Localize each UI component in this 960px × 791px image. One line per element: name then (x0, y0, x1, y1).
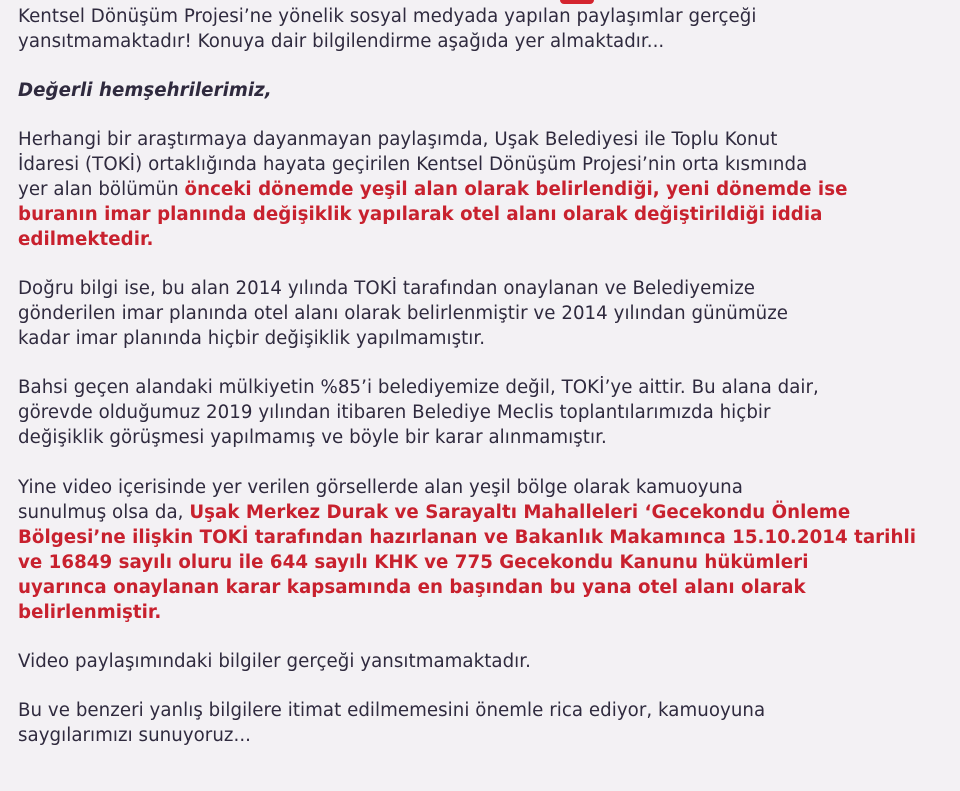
ownership-paragraph (18, 375, 940, 450)
claim-highlight-line-4: buranın imar planında değişiklik yapılarak otel alanı olarak değiştirildiği iddia (18, 204, 823, 225)
claim-line-3-plain: yer alan bölümün (18, 179, 185, 200)
closing-paragraph (18, 698, 940, 748)
video-highlight-line-3: Bölgesi’ne ilişkin TOKİ tarafından hazırlanan ve Bakanlık Makamınca 15.10.2014 tarihli (18, 527, 917, 548)
video-line-2-plain: sunulmuş olsa da, (18, 502, 190, 523)
claim-line-1: Herhangi bir araştırmaya dayanmayan paylaşımda, Uşak Belediyesi ile Toplu Konut (18, 129, 778, 150)
claim-paragraph (18, 127, 940, 252)
intro-line-1: Kentsel Dönüşüm Projesi’ne yönelik sosyal medyada yapılan paylaşımlar gerçeği (18, 6, 757, 27)
conclusion-paragraph: Video paylaşımındaki bilgiler gerçeği yansıtmamaktadır. (18, 651, 531, 672)
video-highlight-line-5: uyarınca onaylanan karar kapsamında en başından bu yana otel alanı olarak (18, 577, 806, 598)
video-highlight-start: Uşak Merkez Durak ve Sarayaltı Mahalleleri ‘Gecekondu Önleme (189, 502, 851, 523)
video-highlight-line-4: ve 16849 sayılı oluru ile 644 sayılı KHK ve 775 Gecekondu Kanunu hükümleri (18, 552, 809, 573)
truth-line-1: Doğru bilgi ise, bu alan 2014 yılında TOKİ tarafından onaylanan ve Belediyemize (18, 278, 756, 299)
claim-highlight-line-5: edilmektedir. (18, 229, 154, 250)
video-paragraph (18, 475, 940, 625)
claim-line-3 (18, 177, 940, 202)
intro-paragraph (18, 4, 940, 54)
truth-line-3: kadar imar planında hiçbir değişiklik yapılmamıştır. (18, 328, 486, 349)
ownership-line-2: görevde olduğumuz 2019 yılından itibaren Belediye Meclis toplantılarımızda hiçbir (18, 402, 771, 423)
video-highlight-line-6: belirlenmiştir. (18, 602, 162, 623)
closing-line-2: saygılarımızı sunuyoruz... (18, 725, 252, 746)
salutation: Değerli hemşehrilerimiz, (18, 80, 272, 101)
top-red-accent (560, 0, 594, 4)
truth-paragraph (18, 276, 940, 351)
truth-line-2: gönderilen imar planında otel alanı olarak belirlenmiştir ve 2014 yılından günümüze (18, 303, 789, 324)
intro-line-2: yansıtmamaktadır! Konuya dair bilgilendirme aşağıda yer almaktadır... (18, 31, 665, 52)
ownership-line-1: Bahsi geçen alandaki mülkiyetin %85’i belediyemize değil, TOKİ’ye aittir. Bu alana dair, (18, 377, 819, 398)
video-line-2 (18, 500, 940, 525)
claim-highlight-start: önceki dönemde yeşil alan olarak belirlendiği, yeni dönemde ise (184, 179, 848, 200)
closing-line-1: Bu ve benzeri yanlış bilgilere itimat edilmemesini önemle rica ediyor, kamuoyuna (18, 700, 766, 721)
ownership-line-3: değişiklik görüşmesi yapılmamış ve böyle bir karar alınmamıştır. (18, 427, 607, 448)
claim-line-2: İdaresi (TOKİ) ortaklığında hayata geçirilen Kentsel Dönüşüm Projesi’nin orta kısmında (18, 154, 808, 175)
video-line-1: Yine video içerisinde yer verilen görsellerde alan yeşil bölge olarak kamuoyuna (18, 477, 743, 498)
